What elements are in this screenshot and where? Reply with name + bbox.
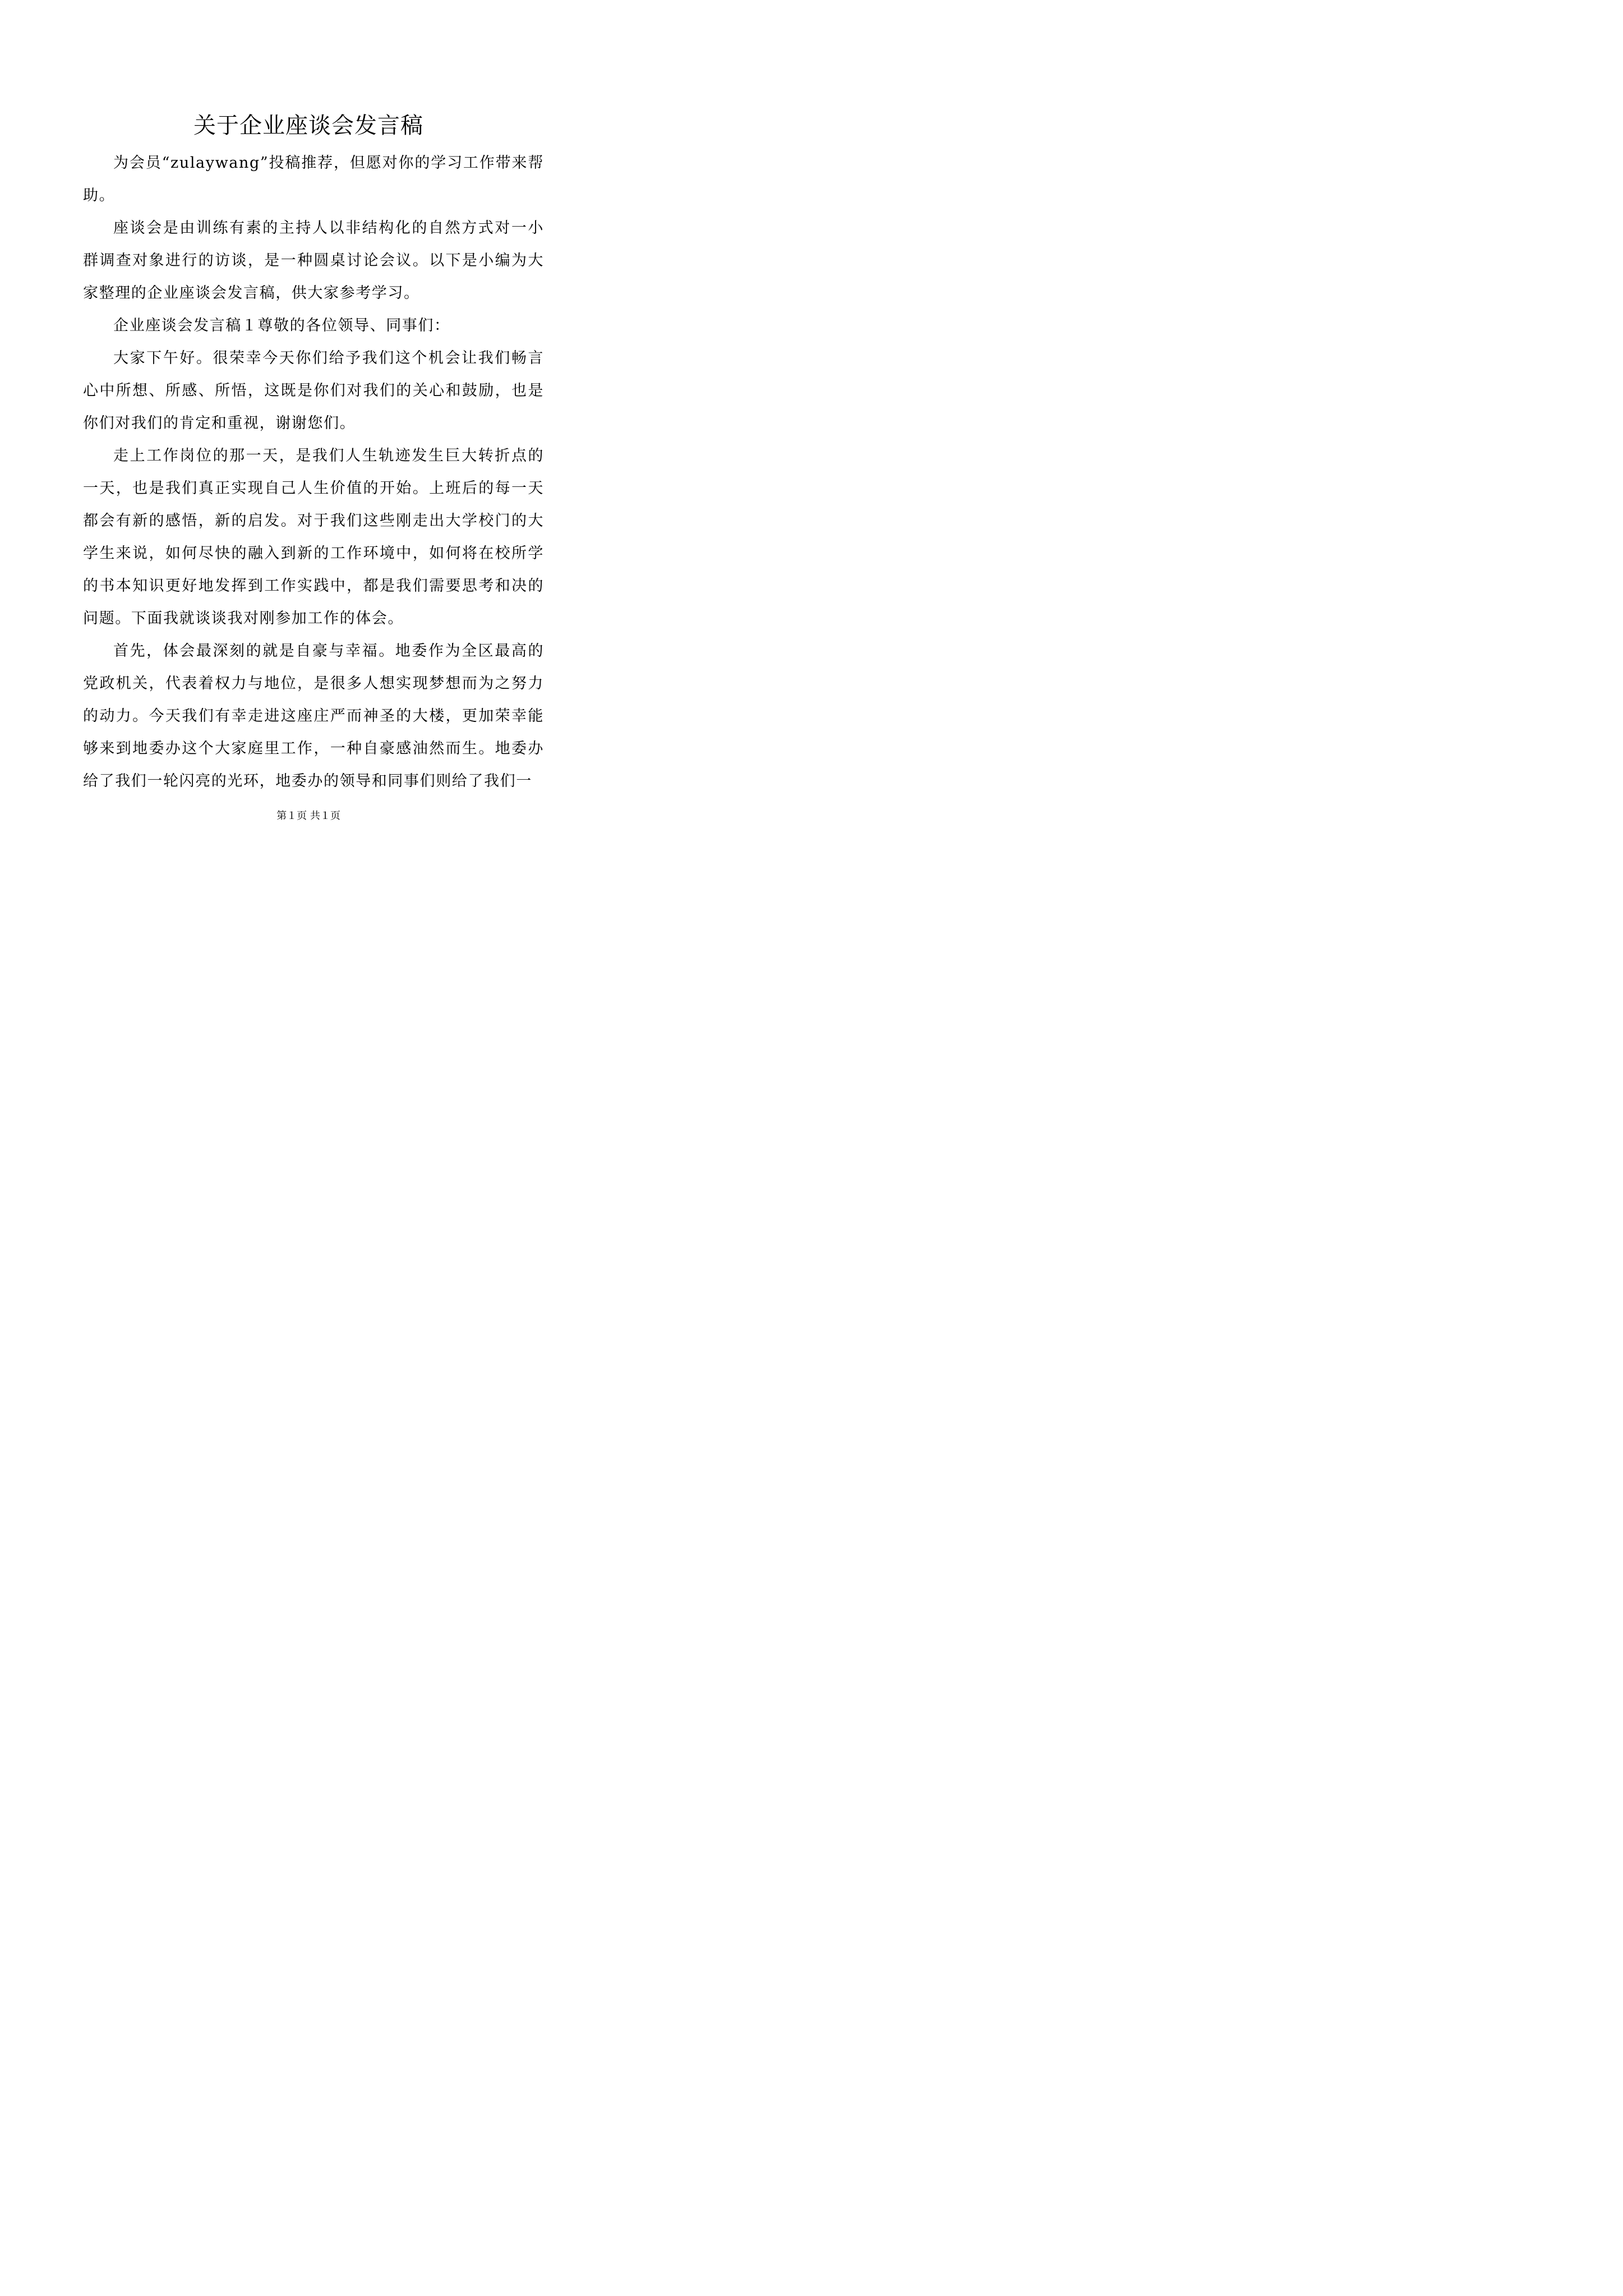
intro-paragraph: 为会员“zulaywang”投稿推荐，但愿对你的学习工作带来帮助。 <box>83 154 544 204</box>
speech-heading-paragraph: 企业座谈会发言稿１尊敬的各位领导、同事们： <box>113 317 450 334</box>
page-number-footer: 第１页 共１页 <box>276 810 340 822</box>
document-page <box>0 0 617 873</box>
body-paragraph: 首先，体会最深刻的就是自豪与幸福。地委作为全区最高的党政机关，代表着权力与地位，是很多人想实现梦想而为之努力的动力。今天我们有幸走进这座庄严而神圣的大楼，更加荣幸能够来到地委办这个大家庭里工作，一种自豪感油然而生。地委办给了我们一轮闪亮的光环，地委办的领导和同事们则给了我们一 <box>83 642 544 790</box>
document-body <box>83 147 544 798</box>
document-title: 关于企业座谈会发言稿 <box>193 113 423 139</box>
body-paragraph: 走上工作岗位的那一天，是我们人生轨迹发生巨大转折点的一天，也是我们真正实现自己人生价值的开始。上班后的每一天都会有新的感悟，新的启发。对于我们这些刚走出大学校门的大学生来说，如何尽快的融入到新的工作环境中，如何将在校所学的书本知识更好地发挥到工作实践中，都是我们需要思考和决的问题。下面我就谈谈我对刚参加工作的体会。 <box>83 447 544 627</box>
body-paragraph: 座谈会是由训练有素的主持人以非结构化的自然方式对一小群调查对象进行的访谈，是一种圆桌讨论会议。以下是小编为大家整理的企业座谈会发言稿，供大家参考学习。 <box>83 219 544 302</box>
body-paragraph: 大家下午好。很荣幸今天你们给予我们这个机会让我们畅言心中所想、所感、所悟，这既是你们对我们的关心和鼓励，也是你们对我们的肯定和重视，谢谢您们。 <box>83 349 544 432</box>
